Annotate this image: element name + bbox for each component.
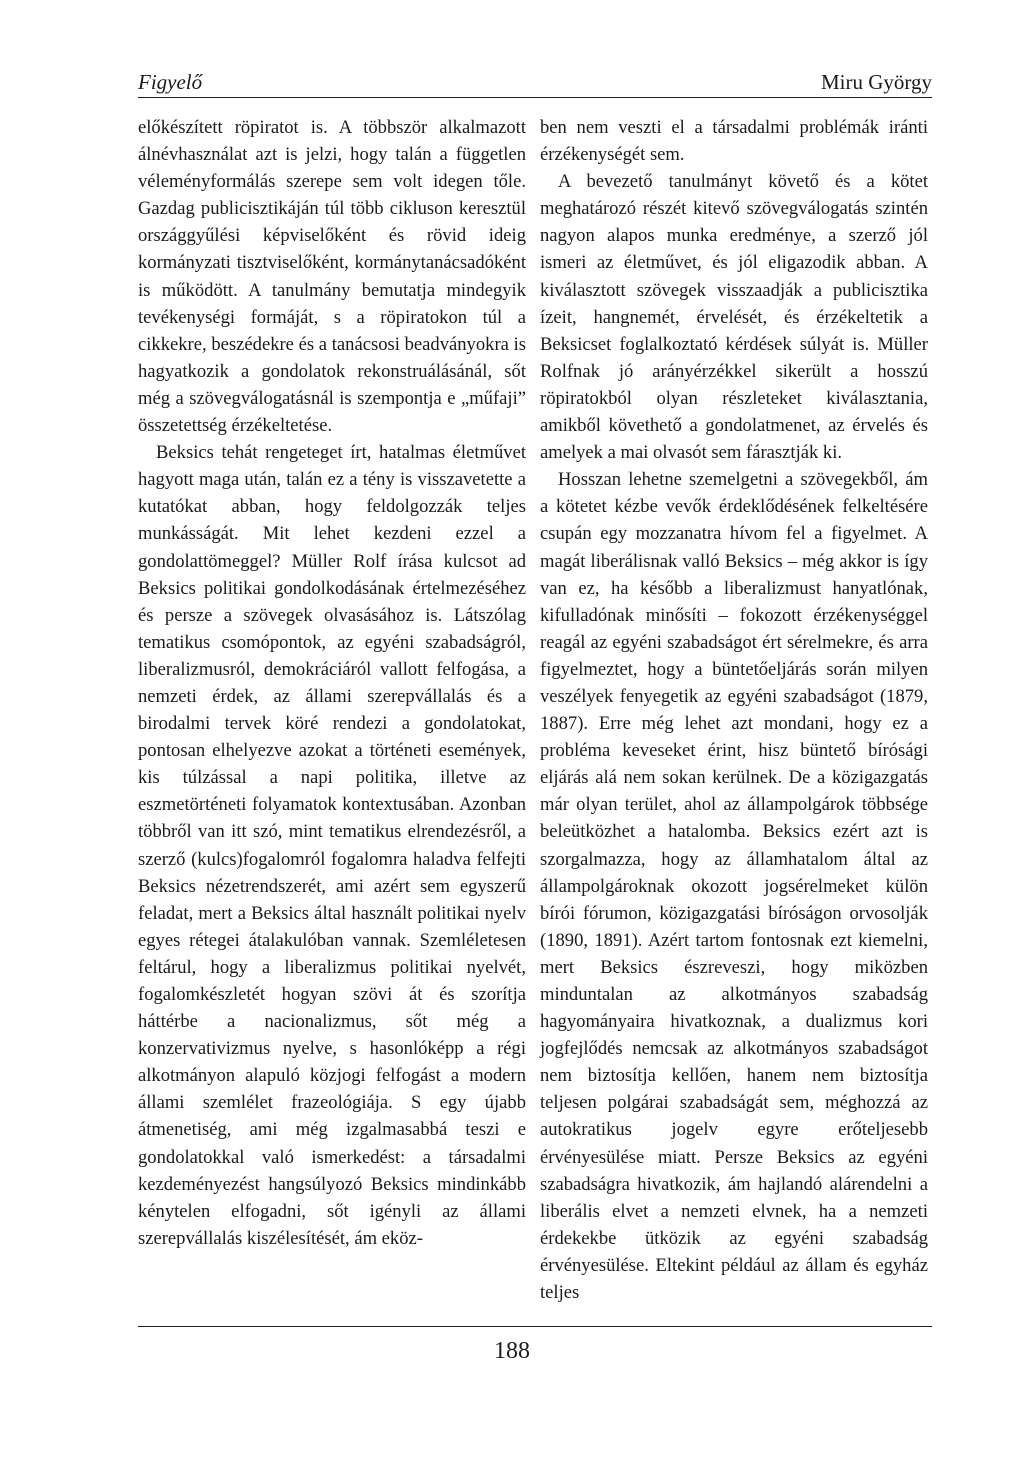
section-title: Figyelő <box>138 70 203 94</box>
author-name: Miru György <box>820 70 932 94</box>
paragraph: A bevezető tanulmányt követő és a kötet meghatározó részét kitevő szövegválogatás szintén nagyon alapos munka eredménye, a szerző jól ismeri az életművet, és jól eligazodik abban. A kiválasztott szövegek visszaadják a publicisztika ízeit, hangnemét, érvelését, és érzékeltetik a Beksicset foglalkoztató kérdések súlyát is. Müller Rolfnak jó arányérzékkel sikerült a hosszú röpiratokból olyan részleteket kiválasztania, amikből követhető a gondolatmenet, az érvelés és amelyek a mai olvasót sem fárasztják ki. <box>540 171 928 464</box>
paragraph: ben nem veszti el a társadalmi problémák iránti érzékenységét sem. <box>540 117 928 166</box>
header-rule <box>138 97 932 98</box>
left-column <box>138 114 526 1252</box>
paragraph: előkészített röpiratot is. A többször alkalmazott álnévhasználat azt is jelzi, hogy talán a független véleményformálás szerepe sem volt idegen tőle. Gazdag publicisztikáján túl több cikluson keresztül országgyűlési képviselőként és rövid ideig kormányzati tisztviselőként, kormánytanácsadóként is működött. A tanulmány bemutatja mindegyik tevékenységi formáját, s a röpiratokon túl a cikkekre, beszédekre és a tanácsosi beadványokra is hagyatkozik a gondolatok rekonstruálásánál, sőt még a szövegválogatásnál is szempontja e „műfaji” összetettség érzékeltetése. <box>138 117 526 437</box>
page-number: 188 <box>494 1338 530 1364</box>
paragraph: Beksics tehát rengeteget írt, hatalmas életművet hagyott maga után, talán ez a tény is visszavetette a kutatókat abban, hogy feldolgozzák teljes munkásságát. Mit lehet kezdeni ezzel a gondolattömeggel? Müller Rolf írása kulcsot ad Beksics politikai gondolkodásának értelmezéséhez és persze a szövegek olvasásához is. Látszólag tematikus csomópontok, az egyéni szabadságról, liberalizmusról, demokráciáról vallott felfogása, a nemzeti érdek, az állami szerepvállalás és a birodalmi tervek köré rendezi a gondolatokat, pontosan elhelyezve azokat a történeti események, kis túlzással a napi politika, illetve az eszmetörténeti folyamatok kontextusában. Azonban többről van itt szó, mint tematikus elrendezésről, a szerző (kulcs)fogalomról fogalomra haladva felfejti Beksics nézetrendszerét, ami azért sem egyszerű feladat, mert a Beksics által használt politikai nyelv egyes rétegei átalakulóban vannak. Szemléletesen feltárul, hogy a liberalizmus politikai nyelvét, fogalomkészletét hogyan szövi át és szorítja háttérbe a nacionalizmus, sőt még a konzervativizmus nyelve, s hasonlóképp a régi alkotmányon alapuló közjogi felfogást a modern állami szemlélet frazeológiája. S egy újabb átmenetiség, ami még izgalmasabbá teszi e gondolatokkal való ismerkedést: a társadalmi kezdeményezést hangsúlyozó Beksics mindinkább kénytelen elfogadni, sőt igényli az állami szerepvállalás kiszélesítését, ám eköz- <box>138 442 526 1249</box>
running-header <box>138 66 932 98</box>
footer-rule <box>138 1326 932 1327</box>
right-column <box>540 114 928 1306</box>
paragraph: Hosszan lehetne szemelgetni a szövegekből, ám a kötetet kézbe vevők érdeklődésének felkeltésére csupán egy mozzanatra hívom fel a figyelmet. A magát liberálisnak valló Beksics – még akkor is így van ez, ha később a liberalizmust hanyatlónak, kifulladónak minősíti – fokozott érzékenységgel reagál az egyéni szabadságot ért sérelmekre, és arra figyelmeztet, hogy a büntetőeljárás során milyen veszélyek fenyegetik az egyéni szabadságot (1879, 1887). Erre még lehet azt mondani, hogy ez a probléma keveseket érint, hisz büntető bírósági eljárás alá nem sokan kerülnek. De a közigazgatás már olyan terület, ahol az állampolgárok többsége beleütközhet a hatalomba. Beksics ezért azt is szorgalmazza, hogy az államhatalom által az állampolgároknak okozott jogsérelmeket külön bírói fórumon, közigazgatási bíróságon orvosolják (1890, 1891). Azért tartom fontosnak ezt kiemelni, mert Beksics észreveszi, hogy miközben minduntalan az alkotmányos szabadság hagyományaira hivatkoznak, a dualizmus kori jogfejlődés nemcsak az alkotmányos szabadságot nem biztosítja kellően, hanem nem biztosítja teljesen polgárai szabadságát sem, méghozzá az autokratikus jogelv egyre erőteljesebb érvényesülése miatt. Persze Beksics az egyéni szabadságra hivatkozik, ám hajlandó alárendelni a liberális elvet a nemzeti elvnek, ha a nemzeti érdekekbe ütközik az egyéni szabadság érvényesülése. Eltekint például az állam és egyház teljes <box>540 469 928 1304</box>
